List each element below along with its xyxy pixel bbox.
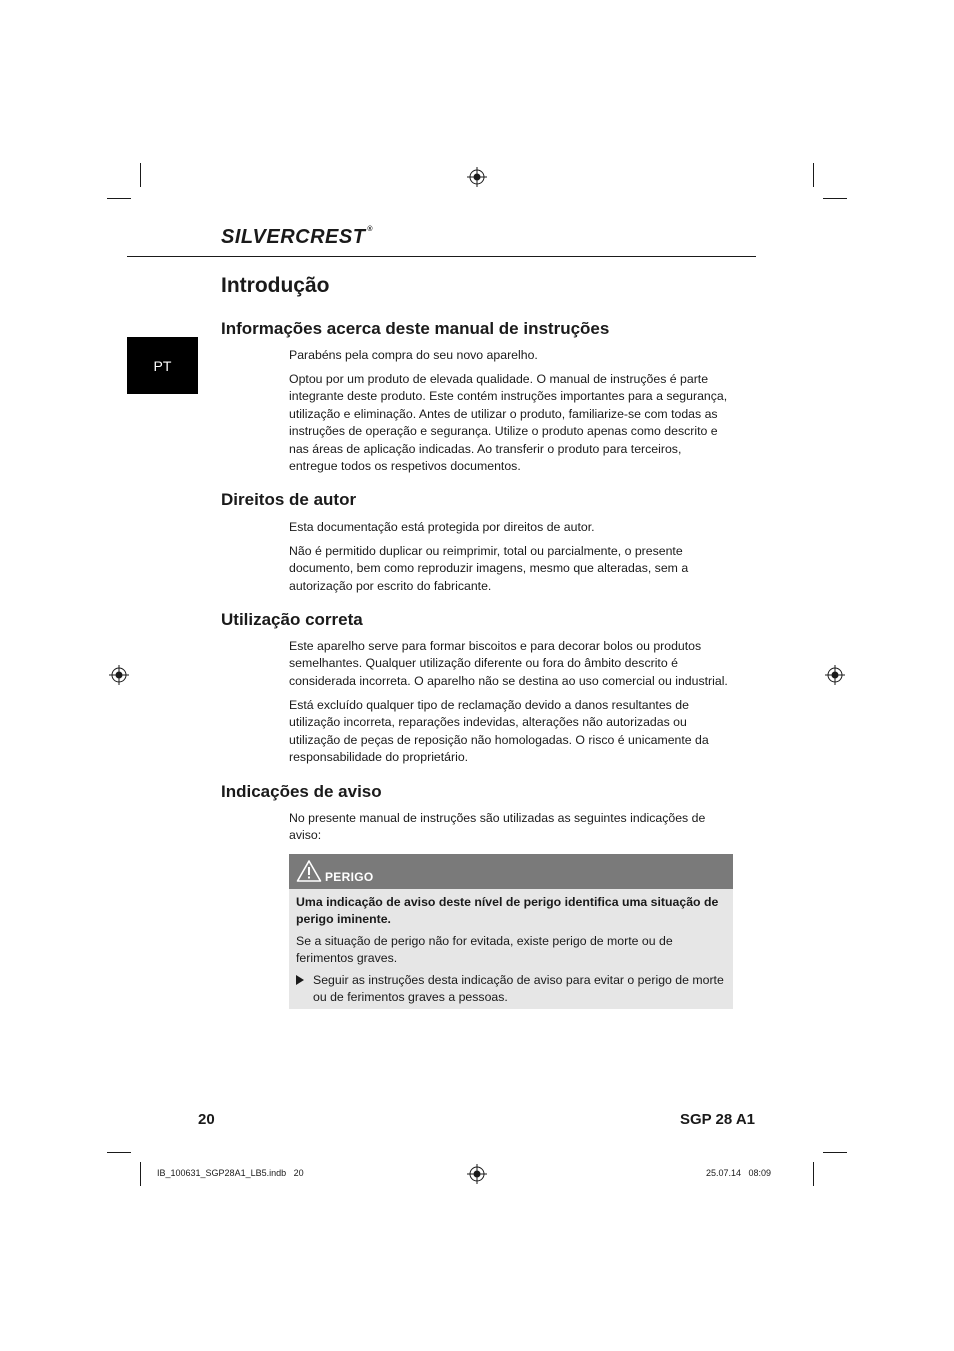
section-heading: Direitos de autor [221,490,357,509]
warning-triangle-icon [296,859,322,883]
warning-bullet-text: Seguir as instruções desta indicação de aviso para evitar o perigo de morte ou de ferimentos graves a pessoas. [313,973,724,1005]
crop-mark [107,1152,131,1153]
crop-mark [140,163,141,187]
paragraph: Este aparelho serve para formar biscoitos e para decorar bolos ou produtos semelhantes. Qualquer utilização diferente ou fora do âmbito descrito é considerada incorreta. O aparelho não se destina ao uso comercial ou industrial. [289,639,728,688]
paragraph: Esta documentação está protegida por direitos de autor. [289,520,595,534]
warning-bold-text: Uma indicação de aviso deste nível de perigo identifica uma situação de perigo iminente. [296,895,719,927]
warning-text: Se a situação de perigo não for evitada, existe perigo de morte ou de ferimentos graves. [296,934,673,966]
crop-mark [823,1152,847,1153]
section-heading: Indicações de aviso [221,782,382,801]
paragraph: No presente manual de instruções são utilizadas as seguintes indicações de aviso: [289,811,706,843]
file-slug: IB_100631_SGP28A1_LB5.indb 20 [157,1168,304,1178]
crop-mark [813,163,814,187]
page-number: 20 [198,1111,215,1128]
header-rule [127,256,756,257]
date-slug: 25.07.14 08:09 [706,1168,772,1178]
paragraph: Não é permitido duplicar ou reimprimir, total ou parcialmente, o presente documento, bem como reproduzir imagens, mesmo que alteradas, sem a autorização por escrito do fabricante. [289,544,689,593]
paragraph: Parabéns pela compra do seu novo aparelho. [289,348,538,362]
page-title: Introdução [221,274,330,297]
language-tab-label: PT [153,357,172,374]
section-heading: Utilização correta [221,610,363,629]
model-number: SGP 28 A1 [679,1111,755,1128]
brand-logo: SILVERCREST ® [221,226,374,248]
crop-mark [140,1162,141,1186]
registration-mark-icon [467,1164,487,1184]
registration-mark-icon [467,167,487,187]
paragraph: Optou por um produto de elevada qualidade. O manual de instruções é parte integrante deste produto. Este contém instruções importantes para a segurança, utilização e eliminação. Antes de utilizar o produto, familiarize-se com todas as instruções de operação e segurança. Utilize o produto apenas como descrito e nas áreas de aplicação indicadas. Ao transferir o produto para terceiros, entregue todos os respetivos documentos. [289,372,728,474]
bullet-arrow-icon [296,975,304,985]
paragraph: Está excluído qualquer tipo de reclamação devido a danos resultantes de utilização incorreta, reparações indevidas, alterações não autorizadas ou utilização de peças de reposição não homologadas. O risco é unicamente da responsabilidade do proprietário. [289,698,709,765]
crop-mark [107,198,131,199]
registration-mark-icon [825,665,845,685]
crop-mark [813,1162,814,1186]
language-tab [127,337,198,394]
crop-mark [823,198,847,199]
section-heading: Informações acerca deste manual de instruções [221,319,610,338]
registration-mark-icon [109,665,129,685]
warning-label: PERIGO [325,870,374,884]
